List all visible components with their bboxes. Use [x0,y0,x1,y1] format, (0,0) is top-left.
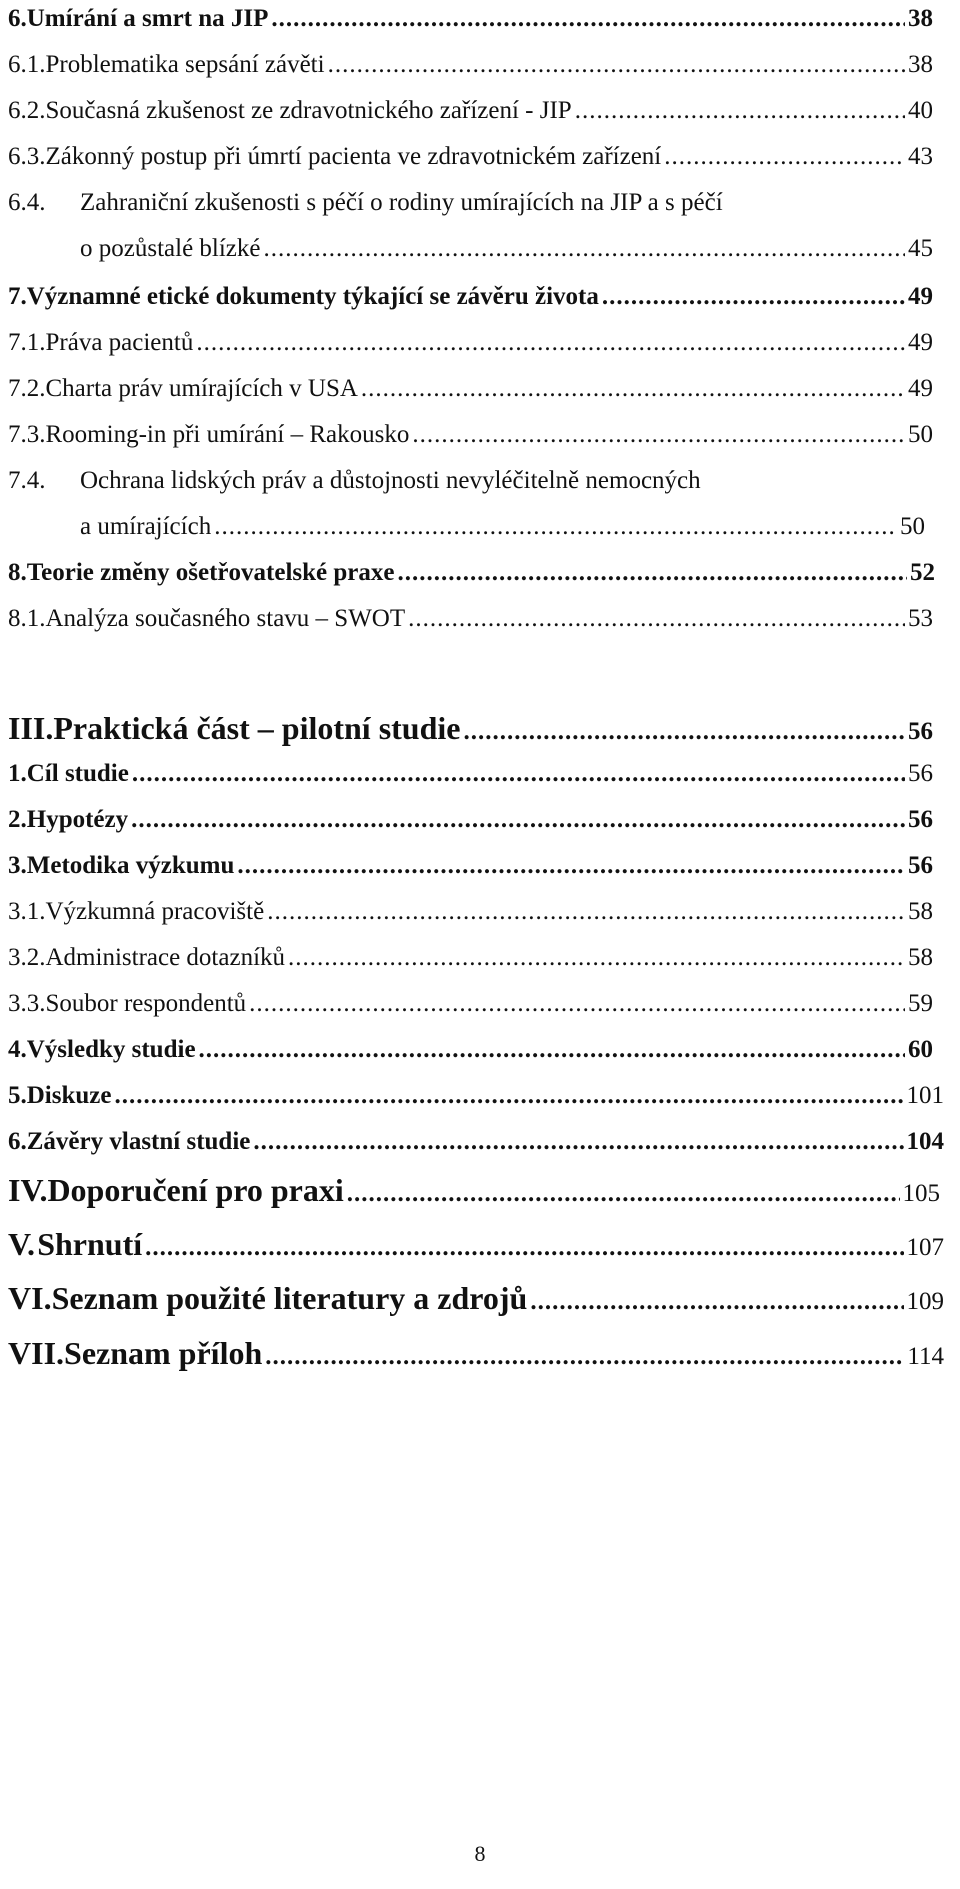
toc-entry [8,990,933,1019]
toc-title: Problematika sepsání závěti [45,51,325,78]
dot-leader [253,1128,903,1157]
toc-entry [8,1128,944,1157]
toc-page: 56 [908,852,933,879]
toc-page: 107 [906,1234,944,1261]
dot-leader [602,283,905,312]
toc-number: III. [8,710,54,746]
toc-page: 52 [910,559,935,586]
toc-title: Metodika výzkumu [26,852,235,879]
toc-entry [8,51,933,80]
dot-leader [114,1082,903,1111]
toc-entry [8,189,933,218]
toc-title: Výzkumná pracoviště [45,898,265,925]
toc-title: Umírání a smrt na JIP [26,5,269,32]
toc-entry [8,97,933,126]
toc-entry [8,605,933,634]
toc-number: 4. [8,1036,27,1063]
toc-number: 3.1. [8,898,46,925]
toc-entry [8,1082,944,1111]
toc-title: Analýza současného stavu – SWOT [45,605,406,632]
toc-number: 3.2. [8,944,46,971]
toc-entry [8,283,933,312]
toc-title: Shrnutí [37,1226,143,1262]
toc-title: Seznam použité literatury a zdrojů [51,1280,528,1316]
toc-title: Administrace dotazníků [45,944,286,971]
dot-leader [530,1288,903,1317]
toc-title: Doporučení pro praxi [47,1172,344,1208]
dot-leader [328,51,905,80]
toc-entry [8,559,935,588]
dot-leader [412,421,905,450]
toc-number: 7.4. [8,467,46,494]
toc-entry [8,1036,933,1065]
toc-number: 7.2. [8,375,46,402]
toc-page: 56 [908,806,933,833]
toc-page: 59 [908,990,933,1017]
toc-part-heading [8,1280,944,1317]
toc-number: 6. [8,1128,27,1155]
toc-title: Praktická část – pilotní studie [53,710,461,746]
toc-page: 58 [908,898,933,925]
toc-title: Cíl studie [26,760,129,787]
dot-leader [237,852,905,881]
toc-number: 7.3. [8,421,46,448]
toc-number: 2. [8,806,27,833]
toc-number: 3. [8,852,27,879]
toc-page: 109 [906,1288,944,1315]
toc-number: IV. [8,1172,48,1208]
toc-title: Seznam příloh [64,1335,263,1371]
toc-entry-continuation [80,513,925,542]
dot-leader [199,1036,905,1065]
toc-title: Charta práv umírajících v USA [45,375,358,402]
toc-part-heading [8,710,933,747]
page-number: 8 [474,1841,486,1866]
toc-page: 49 [908,375,933,402]
dot-leader [575,97,905,126]
toc-page: 43 [908,143,933,170]
dot-leader [288,944,905,973]
dot-leader [131,806,905,835]
dot-leader [145,1234,903,1263]
toc-number: 7. [8,283,27,310]
toc-title: Teorie změny ošetřovatelské praxe [26,559,395,586]
toc-page: 49 [908,283,933,310]
toc-page: 56 [908,760,933,787]
toc-title: Soubor respondentů [45,990,247,1017]
toc-number: 1. [8,760,27,787]
toc-title: o pozůstalé blízké [80,235,261,262]
toc-title: Diskuze [26,1082,112,1109]
toc-title: Hypotézy [26,806,129,833]
toc-entry [8,5,933,34]
toc-entry [8,375,933,404]
toc-entry-continuation [80,235,933,264]
toc-entry [8,898,933,927]
toc-part-heading [8,1335,944,1372]
dot-leader [361,375,905,404]
toc-entry [8,143,933,172]
toc-title: Závěry vlastní studie [26,1128,251,1155]
dot-leader [271,5,905,34]
dot-leader [463,718,905,747]
toc-number: 7.1. [8,329,46,356]
dot-leader [664,143,905,172]
toc-page: 58 [908,944,933,971]
dot-leader [264,235,906,264]
toc-number: 8. [8,559,27,586]
dot-leader [132,760,905,789]
toc-page: 40 [908,97,933,124]
dot-leader [408,605,905,634]
toc-title: Výsledky studie [26,1036,196,1063]
toc-part-heading [8,1226,944,1263]
dot-leader [267,898,905,927]
toc-page: 104 [906,1128,944,1155]
toc-page: 50 [908,421,933,448]
toc-number: VII. [8,1335,65,1371]
toc-number: 8.1. [8,605,46,632]
toc-number: 6.4. [8,189,46,216]
toc-entry [8,852,933,881]
dot-leader [397,559,907,588]
toc-number: 6.2. [8,97,46,124]
toc-title: Zákonný postup při úmrtí pacienta ve zdravotnickém zařízení [45,143,662,170]
toc-number: VI. [8,1280,52,1316]
toc-number: 6. [8,5,27,32]
dot-leader [214,513,897,542]
toc-page: 49 [908,329,933,356]
toc-entry [8,329,933,358]
toc-number: V. [8,1226,35,1262]
dot-leader [196,329,905,358]
toc-page: 38 [908,5,933,32]
toc-title: Současná zkušenost ze zdravotnického zařízení - JIP [45,97,572,124]
toc-title: Zahraniční zkušenosti s péčí o rodiny umírajících na JIP a s péčí [80,189,723,216]
toc-part-heading [8,1172,940,1209]
toc-page: 45 [908,235,933,262]
toc-page: 60 [908,1036,933,1063]
toc-page: 101 [906,1082,944,1109]
toc-page: 56 [908,718,933,745]
toc-number: 5. [8,1082,27,1109]
toc-entry [8,944,933,973]
toc-title: Práva pacientů [45,329,194,356]
toc-page: 114 [907,1343,944,1370]
toc-entry [8,760,933,789]
toc-entry [8,421,933,450]
toc-title: Ochrana lidských práv a důstojnosti nevyléčitelně nemocných [80,467,701,494]
toc-title: a umírajících [80,513,212,540]
toc-page: 50 [900,513,925,540]
dot-leader [249,990,905,1019]
dot-leader [347,1180,900,1209]
toc-title: Významné etické dokumenty týkající se závěru života [26,283,599,310]
toc-number: 6.3. [8,143,46,170]
toc-entry [8,467,933,496]
toc-entry [8,806,933,835]
toc-page: 53 [908,605,933,632]
dot-leader [265,1343,904,1372]
toc-title: Rooming-in při umírání – Rakousko [45,421,410,448]
toc-number: 3.3. [8,990,46,1017]
toc-page: 105 [902,1180,940,1207]
toc-page: 38 [908,51,933,78]
toc-number: 6.1. [8,51,46,78]
